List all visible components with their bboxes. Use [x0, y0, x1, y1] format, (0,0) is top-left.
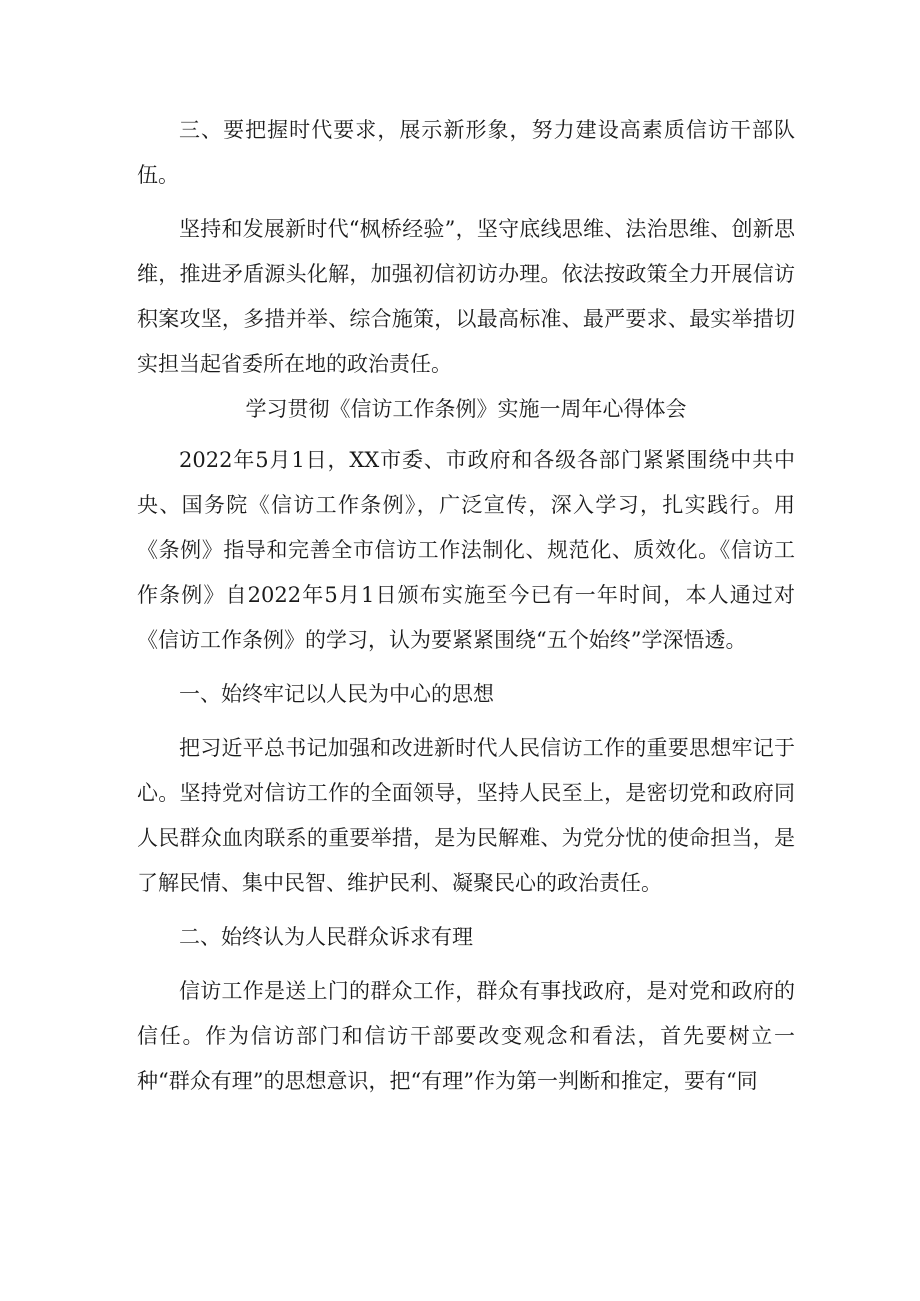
paragraph: 把习近平总书记加强和改进新时代人民信访工作的重要思想牢记于心。坚持党对信访工作的全面领导，坚持人民至上，是密切党和政府同人民群众血肉联系的重要举措，是为民解难、为党分忧的使命担当，是了解民情、集中民智、维护民利、凝聚民心的政治责任。 [137, 736, 795, 895]
section-heading-one: 一、始终牢记以人民为中心的思想 [179, 682, 494, 706]
document-content [137, 108, 795, 1104]
document-title: 学习贯彻《信访工作条例》实施一周年心得体会 [245, 397, 687, 421]
paragraph: 2022年5月1日，XX市委、市政府和各级各部门紧紧围绕中共中央、国务院《信访工作条例》，广泛宣传，深入学习，扎实践行。用《条例》指导和完善全市信访工作法制化、规范化、质效化。《信访工作条例》自2022年5月1日颁布实施至今已有一年时间，本人通过对《信访工作条例》的学习，认为要紧紧围绕“五个始终”学深悟透。 [137, 448, 795, 652]
section-heading-three: 三、要把握时代要求，展示新形象，努力建设高素质信访干部队伍。 [137, 118, 795, 187]
paragraph: 信访工作是送上门的群众工作，群众有事找政府，是对党和政府的信任。作为信访部门和信访干部要改变观念和看法，首先要树立一种“群众有理”的思想意识，把“有理”作为第一判断和推定，要有“同 [137, 979, 795, 1093]
paragraph: 坚持和发展新时代“枫桥经验”，坚守底线思维、法治思维、创新思维，推进矛盾源头化解，加强初信初访办理。依法按政策全力开展信访积案攻坚，多措并举、综合施策，以最高标准、最严要求、最实举措切实担当起省委所在地的政治责任。 [137, 217, 795, 376]
section-heading-two: 二、始终认为人民群众诉求有理 [179, 925, 473, 949]
